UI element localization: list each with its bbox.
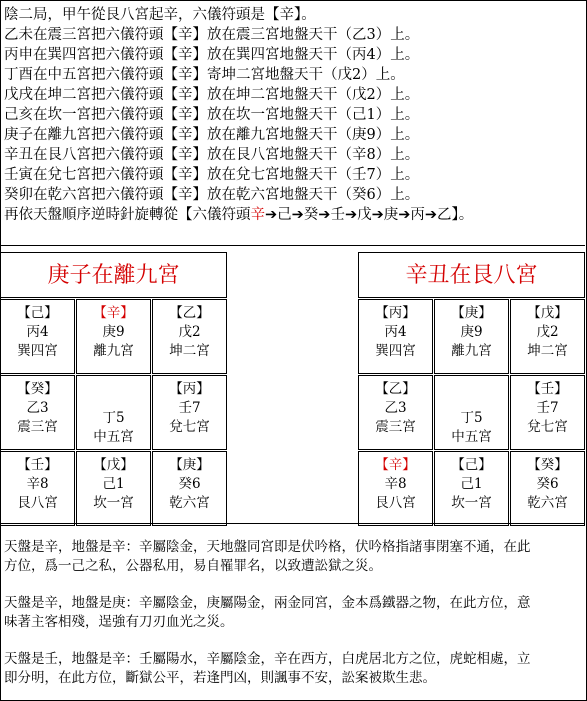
earth-stem-label: 癸6: [536, 476, 559, 492]
palace-name: 巽四宮: [375, 343, 416, 359]
earth-stem-label: 戊2: [178, 324, 201, 340]
intro-line: [4, 186, 419, 205]
note-paragraph: [4, 538, 582, 576]
heaven-stem-label: 【庚】: [451, 305, 492, 321]
right-palace-cell: [358, 375, 433, 450]
right-palace-cell: [434, 451, 509, 526]
palace-name: 坎一宮: [451, 495, 492, 511]
note-paragraph: [4, 650, 582, 688]
right-palace-cell: [434, 375, 509, 450]
earth-stem-label: 辛8: [384, 476, 407, 492]
heaven-stem-label: 【乙】: [169, 305, 210, 321]
earth-stem-label: 辛8: [26, 476, 49, 492]
palace-name: 震三宮: [17, 419, 58, 435]
palace-name: 艮八宮: [375, 495, 416, 511]
earth-stem-label: 戊2: [536, 324, 559, 340]
intro-text: 丙申在巽四宮把六儀符頭【辛】放在巽四宮地盤天干（丙4）上。: [4, 47, 420, 63]
intro-line: [4, 166, 419, 185]
earth-stem-label: 己1: [460, 476, 483, 492]
note-line: 即分明，在此方位，斷獄公平，若逢門凶，則諷事不安，訟案被欺生悲。: [4, 670, 436, 686]
left-palace-cell: [152, 375, 227, 450]
heaven-stem-label: 【戊】: [93, 457, 134, 473]
intro-section: [0, 0, 585, 246]
earth-stem-label: 壬7: [178, 400, 201, 416]
earth-stem-label: 乙3: [384, 400, 407, 416]
left-palace-cell: [0, 375, 75, 450]
heaven-stem-label: 【乙】: [375, 381, 416, 397]
right-chart-title: 辛丑在艮八宮: [358, 252, 585, 298]
intro-text: 壬寅在兌七宮把六儀符頭【辛】放在兌七宮地盤天干（壬7）上。: [4, 167, 420, 183]
earth-stem-label: 乙3: [26, 400, 49, 416]
notes-section: [0, 523, 585, 700]
intro-text: ➔己➔癸➔壬➔戊➔庚➔丙➔乙】。: [265, 207, 474, 223]
palace-name: 中五宮: [93, 429, 134, 445]
palace-name: 中五宮: [451, 429, 492, 445]
heaven-stem-label: 【壬】: [17, 457, 58, 473]
earth-stem-label: 丁5: [460, 410, 483, 426]
palace-name: 離九宮: [451, 343, 492, 359]
right-chart-panel: [358, 252, 585, 519]
heaven-stem-label: [77, 390, 150, 409]
right-palace-cell: [510, 451, 585, 526]
note-line: 味著主客相殘，逞強有刀刃血光之災。: [4, 614, 234, 630]
right-palace-cell: [434, 299, 509, 374]
palace-name: 兌七宮: [169, 419, 210, 435]
left-palace-cell: [0, 299, 75, 374]
earth-stem-label: 丙4: [384, 324, 407, 340]
heaven-stem-label: 【癸】: [17, 381, 58, 397]
note-line: 天盤是壬，地盤是辛：壬屬陽水，辛屬陰金，辛在西方，白虎居北方之位，虎蛇相處，立: [4, 651, 531, 667]
palace-name: 坤二宮: [527, 343, 568, 359]
intro-text: 辛: [279, 7, 294, 23]
intro-line: [4, 146, 419, 165]
left-chart-title: 庚子在離九宮: [0, 252, 227, 298]
earth-stem-label: 庚9: [460, 324, 483, 340]
intro-line: [4, 26, 419, 45]
intro-line: [4, 46, 419, 65]
left-palace-cell: [76, 451, 151, 526]
right-palace-cell: [510, 375, 585, 450]
left-chart-panel: [0, 252, 227, 519]
left-palace-cell: [152, 451, 227, 526]
intro-line: [4, 6, 316, 25]
intro-text: 庚子在離九宮把六儀符頭【辛】放在離九宮地盤天干（庚9）上。: [4, 127, 420, 143]
earth-stem-label: 庚9: [102, 324, 125, 340]
heaven-stem-label: 【壬】: [527, 381, 568, 397]
intro-text: 辛: [250, 207, 265, 223]
intro-line: [4, 126, 419, 145]
note-line: 天盤是辛，地盤是辛：辛屬陰金，天地盤同宮即是伏吟格，伏吟格指諸事閉塞不通，在此: [4, 539, 531, 555]
palace-name: 離九宮: [93, 343, 134, 359]
note-line: 方位，爲一己之私，公器私用，易自罹罪名，以致遭訟獄之災。: [4, 558, 382, 574]
right-palace-cell: [358, 451, 433, 526]
earth-stem-label: 癸6: [178, 476, 201, 492]
palace-name: 乾六宮: [527, 495, 568, 511]
heaven-stem-label: [435, 390, 508, 409]
intro-text: 丁酉在中五宮把六儀符頭【辛】寄坤二宮地盤天干（戊2）上。: [4, 67, 405, 83]
palace-name: 坤二宮: [169, 343, 210, 359]
heaven-stem-label: 【丙】: [169, 381, 210, 397]
intro-text: 再依天盤順序逆時針旋轉從【六儀符頭: [4, 207, 251, 223]
intro-text: 戊戌在坤二宮把六儀符頭【辛】放在坤二宮地盤天干（戊2）上。: [4, 87, 420, 103]
note-paragraph: [4, 594, 582, 632]
heaven-stem-label: 【戊】: [527, 305, 568, 321]
left-palace-cell: [152, 299, 227, 374]
right-palace-cell: [510, 299, 585, 374]
palace-name: 乾六宮: [169, 495, 210, 511]
intro-line: [4, 106, 419, 125]
intro-text: 】。: [294, 7, 316, 23]
intro-line: [4, 206, 473, 225]
intro-line: [4, 66, 405, 85]
intro-line: [4, 86, 419, 105]
intro-text: 陰二局，甲午從艮八宮起辛，六儀符頭是【: [4, 7, 280, 23]
palace-name: 震三宮: [375, 419, 416, 435]
palace-name: 兌七宮: [527, 419, 568, 435]
palace-name: 坎一宮: [93, 495, 134, 511]
heaven-stem-label: 【丙】: [375, 305, 416, 321]
right-palace-cell: [358, 299, 433, 374]
heaven-stem-label: 【己】: [451, 457, 492, 473]
intro-text: 乙未在震三宮把六儀符頭【辛】放在震三宮地盤天干（乙3）上。: [4, 27, 420, 43]
earth-stem-label: 壬7: [536, 400, 559, 416]
earth-stem-label: 己1: [102, 476, 125, 492]
left-palace-cell: [76, 299, 151, 374]
palace-name: 巽四宮: [17, 343, 58, 359]
heaven-stem-label: 【己】: [17, 305, 58, 321]
heaven-stem-label: 【辛】: [375, 457, 416, 473]
intro-text: 辛丑在艮八宮把六儀符頭【辛】放在艮八宮地盤天干（辛8）上。: [4, 147, 420, 163]
palace-name: 艮八宮: [17, 495, 58, 511]
intro-text: 己亥在坎一宮把六儀符頭【辛】放在坎一宮地盤天干（己1）上。: [4, 107, 420, 123]
intro-text: 癸卯在乾六宮把六儀符頭【辛】放在乾六宮地盤天干（癸6）上。: [4, 187, 420, 203]
heaven-stem-label: 【辛】: [93, 305, 134, 321]
heaven-stem-label: 【癸】: [527, 457, 568, 473]
note-line: 天盤是辛，地盤是庚：辛屬陰金，庚屬陽金，兩金同宮，金本爲鐵器之物，在此方位，意: [4, 595, 531, 611]
earth-stem-label: 丙4: [26, 324, 49, 340]
earth-stem-label: 丁5: [102, 410, 125, 426]
left-palace-cell: [0, 451, 75, 526]
heaven-stem-label: 【庚】: [169, 457, 210, 473]
left-palace-cell: [76, 375, 151, 450]
